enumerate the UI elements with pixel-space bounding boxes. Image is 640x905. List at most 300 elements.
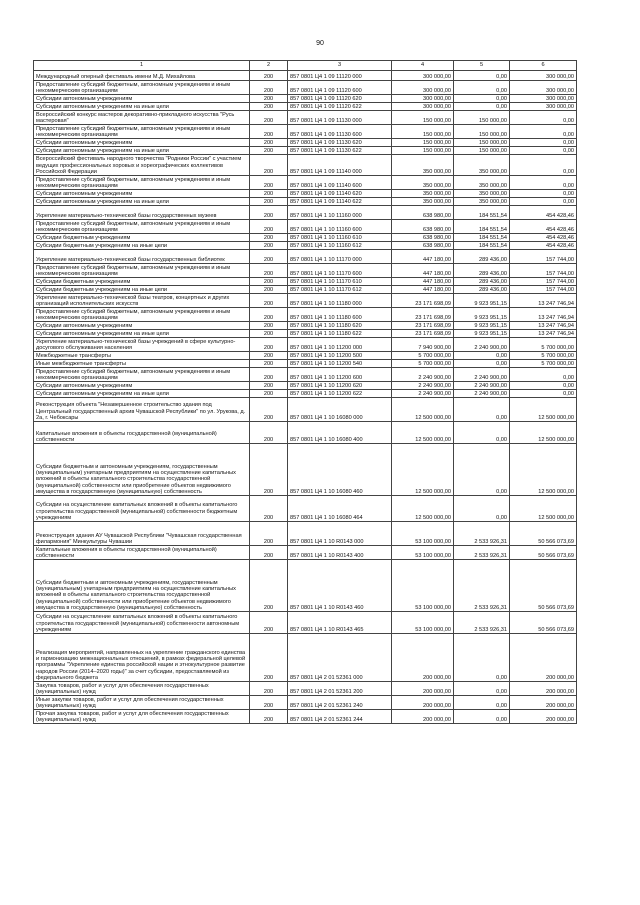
row-budget-code: 857 0801 Ц4 1 10 R0143 400 xyxy=(288,546,392,560)
row-total-amount: 2 240 900,00 xyxy=(392,368,454,382)
row-name: Субсидии автономным учреждениям на иные цели xyxy=(34,198,250,206)
row-funded-amount: 289 436,00 xyxy=(454,250,510,264)
row-funded-amount: 184 551,54 xyxy=(454,206,510,220)
row-funded-amount: 0,00 xyxy=(454,696,510,710)
row-admin-code: 200 xyxy=(250,496,288,522)
table-row xyxy=(34,278,577,286)
row-remaining-amount: 0,00 xyxy=(510,190,577,198)
row-name: Субсидии бюджетным учреждениям на иные цели xyxy=(34,242,250,250)
row-name: Капитальные вложения в объекты государственной (муниципальной) собственности xyxy=(34,546,250,560)
row-budget-code: 857 0801 Ц4 1 09 11130 000 xyxy=(288,111,392,125)
row-funded-amount: 2 533 926,31 xyxy=(454,612,510,634)
row-remaining-amount: 0,00 xyxy=(510,111,577,125)
row-name: Капитальные вложения в объекты государственной (муниципальной) собственности xyxy=(34,422,250,444)
row-total-amount: 200 000,00 xyxy=(392,696,454,710)
row-name: Субсидии автономным учреждениям xyxy=(34,139,250,147)
row-admin-code: 200 xyxy=(250,352,288,360)
row-admin-code: 200 xyxy=(250,111,288,125)
row-name: Предоставление субсидий бюджетным, автономным учреждениям и иным некоммерческим организациям xyxy=(34,264,250,278)
row-admin-code: 200 xyxy=(250,147,288,155)
row-admin-code: 200 xyxy=(250,139,288,147)
table-row xyxy=(34,81,577,95)
row-admin-code: 200 xyxy=(250,250,288,264)
row-total-amount: 447 180,00 xyxy=(392,264,454,278)
row-budget-code: 857 0801 Ц4 1 10 11170 600 xyxy=(288,264,392,278)
row-remaining-amount: 157 744,00 xyxy=(510,286,577,294)
row-funded-amount: 350 000,00 xyxy=(454,176,510,190)
row-budget-code: 857 0801 Ц4 1 10 11180 600 xyxy=(288,308,392,322)
row-remaining-amount: 12 500 000,00 xyxy=(510,422,577,444)
table-row xyxy=(34,286,577,294)
row-funded-amount: 0,00 xyxy=(454,710,510,724)
column-number-row xyxy=(34,61,577,71)
row-admin-code: 200 xyxy=(250,330,288,338)
row-funded-amount: 0,00 xyxy=(454,360,510,368)
row-admin-code: 200 xyxy=(250,176,288,190)
row-budget-code: 857 0801 Ц4 1 10 11180 620 xyxy=(288,322,392,330)
row-name: Субсидии автономным учреждениям на иные цели xyxy=(34,330,250,338)
row-total-amount: 300 000,00 xyxy=(392,81,454,95)
row-budget-code: 857 0801 Ц4 1 10 16080 464 xyxy=(288,496,392,522)
row-budget-code: 857 0801 Ц4 2 01 52361 200 xyxy=(288,682,392,696)
table-row xyxy=(34,71,577,81)
row-admin-code: 200 xyxy=(250,220,288,234)
row-total-amount: 150 000,00 xyxy=(392,139,454,147)
row-name: Субсидии автономным учреждениям на иные цели xyxy=(34,390,250,398)
row-total-amount: 12 500 000,00 xyxy=(392,444,454,496)
row-admin-code: 200 xyxy=(250,422,288,444)
row-name: Субсидии бюджетным учреждениям xyxy=(34,234,250,242)
row-name: Субсидии автономным учреждениям xyxy=(34,322,250,330)
row-budget-code: 857 0801 Ц4 1 10 11170 000 xyxy=(288,250,392,264)
row-total-amount: 23 171 698,09 xyxy=(392,330,454,338)
row-name: Предоставление субсидий бюджетным, автономным учреждениям и иным некоммерческим организациям xyxy=(34,308,250,322)
row-budget-code: 857 0801 Ц4 1 09 11130 622 xyxy=(288,147,392,155)
row-remaining-amount: 12 500 000,00 xyxy=(510,398,577,422)
table-row xyxy=(34,190,577,198)
row-funded-amount: 2 533 926,31 xyxy=(454,522,510,546)
row-remaining-amount: 454 428,46 xyxy=(510,234,577,242)
row-total-amount: 12 500 000,00 xyxy=(392,496,454,522)
row-total-amount: 350 000,00 xyxy=(392,198,454,206)
row-admin-code: 200 xyxy=(250,444,288,496)
row-total-amount: 53 100 000,00 xyxy=(392,546,454,560)
row-total-amount: 150 000,00 xyxy=(392,111,454,125)
table-row xyxy=(34,368,577,382)
row-name: Субсидии на осуществление капитальных вложений в объекты капитального строительства государственной (муниципальной) собственности бюджетным учреждениям xyxy=(34,496,250,522)
row-remaining-amount: 50 566 073,69 xyxy=(510,546,577,560)
column-number-2: 2 xyxy=(250,61,288,71)
row-total-amount: 23 171 698,09 xyxy=(392,322,454,330)
row-name: Иные закупки товаров, работ и услуг для обеспечения государственных (муниципальных) нужд xyxy=(34,696,250,710)
column-number-1: 1 xyxy=(34,61,250,71)
row-admin-code: 200 xyxy=(250,308,288,322)
table-row xyxy=(34,338,577,352)
table-row xyxy=(34,710,577,724)
row-funded-amount: 0,00 xyxy=(454,81,510,95)
row-name: Субсидии бюджетным и автономным учреждениям, государственным (муниципальным) унитарным предприятиям на осуществление капитальных вложений в объекты капитального строительства государственной (муниципальной) собственности или приобретение объектов недвижимого имущества в государственную (муниципальную) собственность xyxy=(34,560,250,612)
table-row xyxy=(34,176,577,190)
row-name: Субсидии бюджетным учреждениям на иные цели xyxy=(34,286,250,294)
row-remaining-amount: 5 700 000,00 xyxy=(510,360,577,368)
row-admin-code: 200 xyxy=(250,390,288,398)
table-row xyxy=(34,560,577,612)
row-remaining-amount: 13 247 746,94 xyxy=(510,322,577,330)
table-row xyxy=(34,444,577,496)
row-total-amount: 150 000,00 xyxy=(392,147,454,155)
row-admin-code: 200 xyxy=(250,710,288,724)
row-total-amount: 53 100 000,00 xyxy=(392,522,454,546)
row-remaining-amount: 454 428,46 xyxy=(510,220,577,234)
row-remaining-amount: 13 247 746,94 xyxy=(510,294,577,308)
row-funded-amount: 184 551,54 xyxy=(454,234,510,242)
table-row xyxy=(34,206,577,220)
row-admin-code: 200 xyxy=(250,322,288,330)
row-remaining-amount: 0,00 xyxy=(510,382,577,390)
row-name: Межбюджетные трансферты xyxy=(34,352,250,360)
row-remaining-amount: 157 744,00 xyxy=(510,264,577,278)
row-total-amount: 7 940 900,00 xyxy=(392,338,454,352)
row-total-amount: 638 980,00 xyxy=(392,220,454,234)
row-total-amount: 5 700 000,00 xyxy=(392,360,454,368)
row-total-amount: 23 171 698,09 xyxy=(392,308,454,322)
row-name: Субсидии бюджетным и автономным учреждениям, государственным (муниципальным) унитарным предприятиям на осуществление капитальных вложений в объекты капитального строительства государственной (муниципальной) собственности или приобретение объектов недвижимого имущества в государственную (муниципальную) собственность xyxy=(34,444,250,496)
table-row xyxy=(34,682,577,696)
row-remaining-amount: 0,00 xyxy=(510,155,577,176)
row-name: Субсидии автономным учреждениям xyxy=(34,190,250,198)
table-row xyxy=(34,103,577,111)
row-admin-code: 200 xyxy=(250,634,288,682)
row-remaining-amount: 200 000,00 xyxy=(510,710,577,724)
row-admin-code: 200 xyxy=(250,338,288,352)
row-remaining-amount: 0,00 xyxy=(510,176,577,190)
table-row xyxy=(34,634,577,682)
row-remaining-amount: 12 500 000,00 xyxy=(510,444,577,496)
row-budget-code: 857 0801 Ц4 1 10 11200 000 xyxy=(288,338,392,352)
row-funded-amount: 2 240 900,00 xyxy=(454,368,510,382)
table-row xyxy=(34,546,577,560)
row-budget-code: 857 0801 Ц4 1 10 11170 610 xyxy=(288,278,392,286)
row-funded-amount: 9 923 951,15 xyxy=(454,308,510,322)
row-admin-code: 200 xyxy=(250,125,288,139)
row-remaining-amount: 50 566 073,69 xyxy=(510,612,577,634)
row-budget-code: 857 0801 Ц4 1 10 R0143 465 xyxy=(288,612,392,634)
row-budget-code: 857 0801 Ц4 2 01 52361 240 xyxy=(288,696,392,710)
row-name: Иные межбюджетные трансферты xyxy=(34,360,250,368)
table-row xyxy=(34,696,577,710)
page-number: 90 xyxy=(316,40,324,47)
row-funded-amount: 0,00 xyxy=(454,496,510,522)
row-name: Международный оперный фестиваль имени М.Д. Михайлова xyxy=(34,71,250,81)
row-admin-code: 200 xyxy=(250,286,288,294)
row-name: Субсидии автономным учреждениям xyxy=(34,95,250,103)
row-name: Всероссийский фестиваль народного творчества "Родники России" с участием ведущих профессиональных хоровых и хореографических коллективов Российской Федерации xyxy=(34,155,250,176)
row-remaining-amount: 0,00 xyxy=(510,147,577,155)
row-budget-code: 857 0801 Ц4 1 10 16080 460 xyxy=(288,444,392,496)
budget-table xyxy=(33,60,577,724)
row-remaining-amount: 454 428,46 xyxy=(510,206,577,220)
row-budget-code: 857 0801 Ц4 1 09 11120 000 xyxy=(288,71,392,81)
row-name: Укрепление материально-технической базы государственных музеев xyxy=(34,206,250,220)
row-budget-code: 857 0801 Ц4 1 10 11160 000 xyxy=(288,206,392,220)
row-admin-code: 200 xyxy=(250,294,288,308)
row-name: Предоставление субсидий бюджетным, автономным учреждениям и иным некоммерческим организациям xyxy=(34,176,250,190)
row-remaining-amount: 157 744,00 xyxy=(510,250,577,264)
row-total-amount: 350 000,00 xyxy=(392,155,454,176)
row-name: Субсидии на осуществление капитальных вложений в объекты капитального строительства государственной (муниципальной) собственности автономным учреждениям xyxy=(34,612,250,634)
row-budget-code: 857 0801 Ц4 1 10 16080 400 xyxy=(288,422,392,444)
row-admin-code: 200 xyxy=(250,278,288,286)
row-funded-amount: 0,00 xyxy=(454,71,510,81)
row-budget-code: 857 0801 Ц4 1 09 11120 600 xyxy=(288,81,392,95)
row-total-amount: 150 000,00 xyxy=(392,125,454,139)
row-name: Всероссийский конкурс мастеров декоративно-прикладного искусства "Русь мастеровая" xyxy=(34,111,250,125)
row-remaining-amount: 200 000,00 xyxy=(510,696,577,710)
table-row xyxy=(34,308,577,322)
row-budget-code: 857 0801 Ц4 1 10 R0143 460 xyxy=(288,560,392,612)
row-admin-code: 200 xyxy=(250,264,288,278)
row-budget-code: 857 0801 Ц4 1 10 R0143 000 xyxy=(288,522,392,546)
table-header xyxy=(34,61,577,71)
row-admin-code: 200 xyxy=(250,368,288,382)
table-row xyxy=(34,139,577,147)
table-row xyxy=(34,95,577,103)
row-budget-code: 857 0801 Ц4 1 10 11200 600 xyxy=(288,368,392,382)
row-budget-code: 857 0801 Ц4 1 10 11180 622 xyxy=(288,330,392,338)
row-total-amount: 638 980,00 xyxy=(392,234,454,242)
row-remaining-amount: 50 566 073,69 xyxy=(510,522,577,546)
table-row xyxy=(34,390,577,398)
row-name: Предоставление субсидий бюджетным, автономным учреждениям и иным некоммерческим организациям xyxy=(34,368,250,382)
row-total-amount: 200 000,00 xyxy=(392,634,454,682)
row-funded-amount: 289 436,00 xyxy=(454,264,510,278)
row-admin-code: 200 xyxy=(250,155,288,176)
row-name: Реконструкция здания АУ Чувашской Республики "Чувашская государственная филармония" Минкультуры Чувашии xyxy=(34,522,250,546)
row-total-amount: 12 500 000,00 xyxy=(392,422,454,444)
row-admin-code: 200 xyxy=(250,81,288,95)
row-name: Закупка товаров, работ и услуг для обеспечения государственных (муниципальных) нужд xyxy=(34,682,250,696)
row-budget-code: 857 0801 Ц4 1 10 16080 000 xyxy=(288,398,392,422)
row-funded-amount: 0,00 xyxy=(454,682,510,696)
row-admin-code: 200 xyxy=(250,71,288,81)
row-budget-code: 857 0801 Ц4 1 10 11200 500 xyxy=(288,352,392,360)
row-funded-amount: 350 000,00 xyxy=(454,155,510,176)
row-remaining-amount: 12 500 000,00 xyxy=(510,496,577,522)
row-funded-amount: 150 000,00 xyxy=(454,111,510,125)
table-row xyxy=(34,198,577,206)
row-total-amount: 638 980,00 xyxy=(392,242,454,250)
row-budget-code: 857 0801 Ц4 1 10 11160 610 xyxy=(288,234,392,242)
column-number-6: 6 xyxy=(510,61,577,71)
row-admin-code: 200 xyxy=(250,398,288,422)
row-admin-code: 200 xyxy=(250,242,288,250)
row-remaining-amount: 200 000,00 xyxy=(510,634,577,682)
row-funded-amount: 2 240 900,00 xyxy=(454,390,510,398)
row-admin-code: 200 xyxy=(250,103,288,111)
table-row xyxy=(34,220,577,234)
table-row xyxy=(34,155,577,176)
row-name: Укрепление материально-технической базы государственных библиотек xyxy=(34,250,250,264)
row-remaining-amount: 13 247 746,94 xyxy=(510,330,577,338)
table-row xyxy=(34,422,577,444)
table-row xyxy=(34,294,577,308)
row-funded-amount: 289 436,00 xyxy=(454,286,510,294)
table-row xyxy=(34,360,577,368)
row-remaining-amount: 0,00 xyxy=(510,390,577,398)
row-funded-amount: 0,00 xyxy=(454,103,510,111)
row-budget-code: 857 0801 Ц4 1 09 11140 000 xyxy=(288,155,392,176)
row-admin-code: 200 xyxy=(250,206,288,220)
row-name: Предоставление субсидий бюджетным, автономным учреждениям и иным некоммерческим организациям xyxy=(34,125,250,139)
row-total-amount: 300 000,00 xyxy=(392,103,454,111)
row-total-amount: 23 171 698,09 xyxy=(392,294,454,308)
row-admin-code: 200 xyxy=(250,190,288,198)
row-funded-amount: 150 000,00 xyxy=(454,147,510,155)
row-total-amount: 2 240 900,00 xyxy=(392,382,454,390)
row-budget-code: 857 0801 Ц4 1 09 11140 620 xyxy=(288,190,392,198)
row-funded-amount: 184 551,54 xyxy=(454,220,510,234)
row-budget-code: 857 0801 Ц4 1 09 11140 622 xyxy=(288,198,392,206)
row-total-amount: 350 000,00 xyxy=(392,176,454,190)
table-row xyxy=(34,242,577,250)
row-admin-code: 200 xyxy=(250,198,288,206)
row-remaining-amount: 0,00 xyxy=(510,198,577,206)
row-name: Реализация мероприятий, направленных на укрепление гражданского единства и гармонизацию межнациональных отношений, в рамках федеральной целевой программы "Укрепление единства российской нации и этнокультурное развитие народов России (2014–2020 годы)" за счет субсидии, предоставляемой из федерального бюджета xyxy=(34,634,250,682)
row-remaining-amount: 0,00 xyxy=(510,368,577,382)
row-budget-code: 857 0801 Ц4 1 10 11180 000 xyxy=(288,294,392,308)
row-budget-code: 857 0801 Ц4 1 10 11200 622 xyxy=(288,390,392,398)
row-funded-amount: 0,00 xyxy=(454,634,510,682)
row-remaining-amount: 0,00 xyxy=(510,125,577,139)
table-row xyxy=(34,234,577,242)
row-funded-amount: 0,00 xyxy=(454,422,510,444)
row-remaining-amount: 300 000,00 xyxy=(510,81,577,95)
row-remaining-amount: 50 566 073,69 xyxy=(510,560,577,612)
table-row xyxy=(34,398,577,422)
row-funded-amount: 0,00 xyxy=(454,444,510,496)
row-budget-code: 857 0801 Ц4 1 09 11120 620 xyxy=(288,95,392,103)
row-budget-code: 857 0801 Ц4 2 01 52361 244 xyxy=(288,710,392,724)
row-total-amount: 53 100 000,00 xyxy=(392,612,454,634)
row-remaining-amount: 300 000,00 xyxy=(510,71,577,81)
table-row xyxy=(34,147,577,155)
row-remaining-amount: 454 428,46 xyxy=(510,242,577,250)
row-budget-code: 857 0801 Ц4 2 01 52361 000 xyxy=(288,634,392,682)
row-funded-amount: 0,00 xyxy=(454,352,510,360)
row-name: Прочая закупка товаров, работ и услуг для обеспечения государственных (муниципальных) нужд xyxy=(34,710,250,724)
row-budget-code: 857 0801 Ц4 1 10 11160 612 xyxy=(288,242,392,250)
row-admin-code: 200 xyxy=(250,560,288,612)
row-name: Субсидии автономным учреждениям на иные цели xyxy=(34,147,250,155)
row-remaining-amount: 200 000,00 xyxy=(510,682,577,696)
row-funded-amount: 350 000,00 xyxy=(454,190,510,198)
row-name: Предоставление субсидий бюджетным, автономным учреждениям и иным некоммерческим организациям xyxy=(34,220,250,234)
row-remaining-amount: 300 000,00 xyxy=(510,95,577,103)
row-remaining-amount: 157 744,00 xyxy=(510,278,577,286)
row-admin-code: 200 xyxy=(250,234,288,242)
column-number-5: 5 xyxy=(454,61,510,71)
row-total-amount: 300 000,00 xyxy=(392,71,454,81)
table-row xyxy=(34,111,577,125)
row-remaining-amount: 5 700 000,00 xyxy=(510,352,577,360)
row-admin-code: 200 xyxy=(250,95,288,103)
row-funded-amount: 0,00 xyxy=(454,398,510,422)
row-name: Укрепление материально-технической базы театров, концертных и других организаций исполнительских искусств xyxy=(34,294,250,308)
table-row xyxy=(34,382,577,390)
row-total-amount: 5 700 000,00 xyxy=(392,352,454,360)
row-admin-code: 200 xyxy=(250,522,288,546)
row-funded-amount: 2 240 900,00 xyxy=(454,338,510,352)
row-budget-code: 857 0801 Ц4 1 09 11130 600 xyxy=(288,125,392,139)
row-budget-code: 857 0801 Ц4 1 09 11130 620 xyxy=(288,139,392,147)
row-name: Субсидии бюджетным учреждениям xyxy=(34,278,250,286)
row-funded-amount: 2 533 926,31 xyxy=(454,560,510,612)
row-funded-amount: 150 000,00 xyxy=(454,125,510,139)
row-total-amount: 447 180,00 xyxy=(392,286,454,294)
row-total-amount: 447 180,00 xyxy=(392,250,454,264)
row-funded-amount: 184 551,54 xyxy=(454,242,510,250)
table-row xyxy=(34,352,577,360)
row-budget-code: 857 0801 Ц4 1 09 11120 622 xyxy=(288,103,392,111)
row-funded-amount: 289 436,00 xyxy=(454,278,510,286)
row-funded-amount: 2 533 926,31 xyxy=(454,546,510,560)
row-budget-code: 857 0801 Ц4 1 10 11200 540 xyxy=(288,360,392,368)
row-funded-amount: 9 923 951,15 xyxy=(454,330,510,338)
row-remaining-amount: 300 000,00 xyxy=(510,103,577,111)
row-total-amount: 2 240 900,00 xyxy=(392,390,454,398)
table-row xyxy=(34,330,577,338)
row-name: Укрепление материально-технической базы учреждений в сфере культурно-досугового обслуживания населения xyxy=(34,338,250,352)
row-name: Субсидии автономным учреждениям xyxy=(34,382,250,390)
row-budget-code: 857 0801 Ц4 1 09 11140 600 xyxy=(288,176,392,190)
row-name: Субсидии автономным учреждениям на иные цели xyxy=(34,103,250,111)
row-admin-code: 200 xyxy=(250,682,288,696)
row-budget-code: 857 0801 Ц4 1 10 11160 600 xyxy=(288,220,392,234)
row-admin-code: 200 xyxy=(250,546,288,560)
column-number-3: 3 xyxy=(288,61,392,71)
row-remaining-amount: 5 700 000,00 xyxy=(510,338,577,352)
row-admin-code: 200 xyxy=(250,382,288,390)
row-funded-amount: 9 923 951,15 xyxy=(454,294,510,308)
table-row xyxy=(34,322,577,330)
row-funded-amount: 150 000,00 xyxy=(454,139,510,147)
row-funded-amount: 350 000,00 xyxy=(454,198,510,206)
row-funded-amount: 2 240 900,00 xyxy=(454,382,510,390)
row-funded-amount: 0,00 xyxy=(454,95,510,103)
table-row xyxy=(34,250,577,264)
row-total-amount: 638 980,00 xyxy=(392,206,454,220)
row-admin-code: 200 xyxy=(250,696,288,710)
table-row xyxy=(34,522,577,546)
row-total-amount: 200 000,00 xyxy=(392,710,454,724)
row-total-amount: 200 000,00 xyxy=(392,682,454,696)
row-total-amount: 350 000,00 xyxy=(392,190,454,198)
row-name: Предоставление субсидий бюджетным, автономным учреждениям и иным некоммерческим организациям xyxy=(34,81,250,95)
table-row xyxy=(34,612,577,634)
row-budget-code: 857 0801 Ц4 1 10 11200 620 xyxy=(288,382,392,390)
row-name: Реконструкция объекта "Незавершенное строительство здания под Центральный государственный архив Чувашской Республики" по ул. Урукова, д. 2а, г. Чебоксары xyxy=(34,398,250,422)
row-total-amount: 12 500 000,00 xyxy=(392,398,454,422)
row-total-amount: 300 000,00 xyxy=(392,95,454,103)
table-row xyxy=(34,264,577,278)
column-number-4: 4 xyxy=(392,61,454,71)
row-admin-code: 200 xyxy=(250,360,288,368)
row-admin-code: 200 xyxy=(250,612,288,634)
row-total-amount: 53 100 000,00 xyxy=(392,560,454,612)
table-row xyxy=(34,125,577,139)
table-row xyxy=(34,496,577,522)
row-remaining-amount: 13 247 746,94 xyxy=(510,308,577,322)
